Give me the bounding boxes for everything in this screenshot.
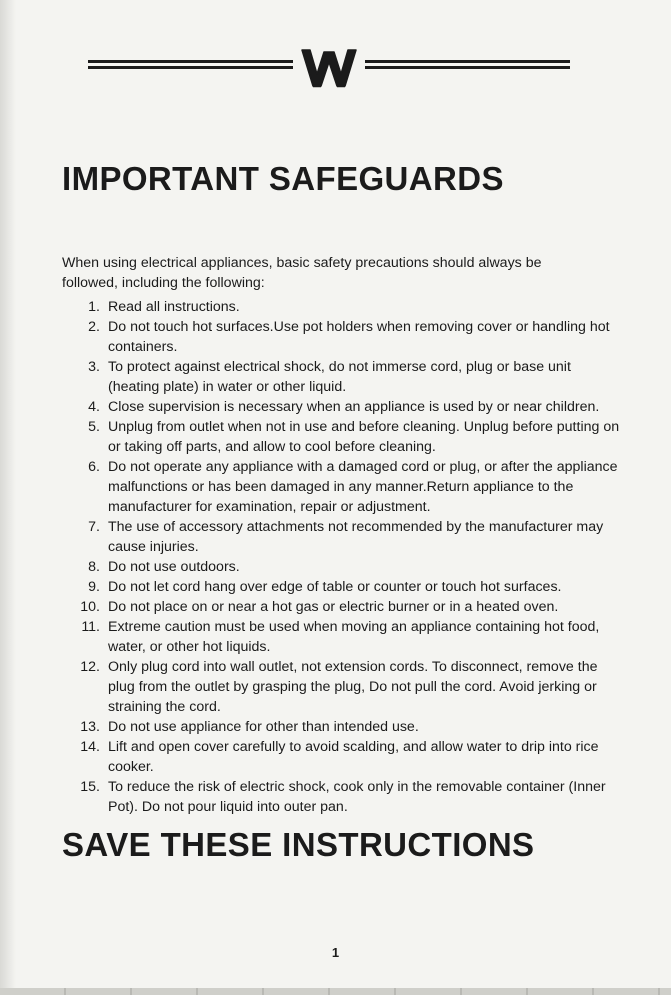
item-text: Do not touch hot surfaces.Use pot holders when removing cover or handling hot containers. [108, 319, 610, 355]
item-number: 10. [80, 599, 100, 615]
item-number: 3. [88, 359, 100, 375]
item-text: Extreme caution must be used when moving an appliance containing hot food, water, or other hot liquids. [108, 619, 600, 655]
list-item [62, 577, 622, 597]
rule-line [88, 66, 293, 69]
list-item [62, 617, 622, 657]
item-number: 11. [81, 619, 100, 635]
save-instructions-heading: SAVE THESE INSTRUCTIONS [62, 826, 535, 863]
list-item [62, 557, 622, 577]
item-text: Do not let cord hang over edge of table or counter or touch hot surfaces. [108, 579, 562, 595]
page-title: IMPORTANT SAFEGUARDS [62, 160, 504, 197]
item-text: Only plug cord into wall outlet, not extension cords. To disconnect, remove the plug from the outlet by grasping the plug, Do not pull the cord. Avoid jerking or straining the cord. [108, 659, 598, 715]
list-item [62, 597, 622, 617]
item-number: 4. [88, 399, 100, 415]
item-number: 8. [88, 559, 100, 575]
item-number: 7. [88, 519, 100, 535]
w-logo-icon [299, 46, 359, 90]
page-edge-shadow [0, 0, 16, 995]
item-number: 6. [88, 459, 100, 475]
page-number: 1 [331, 945, 340, 960]
list-item [62, 657, 622, 717]
item-text: Do not use outdoors. [108, 559, 240, 575]
list-item [62, 457, 622, 517]
item-text: Lift and open cover carefully to avoid scalding, and allow water to drip into rice cooker. [108, 739, 599, 775]
item-number: 1. [88, 299, 100, 315]
item-text: Unplug from outlet when not in use and before cleaning. Unplug before putting on or taking off parts, and allow to cool before cleaning. [108, 419, 620, 455]
item-text: Do not operate any appliance with a damaged cord or plug, or after the appliance malfunctions or has been damaged in any manner.Return appliance to the manufacturer for examination, repair or adjustment. [108, 459, 618, 515]
item-text: To protect against electrical shock, do not immerse cord, plug or base unit (heating plate) in water or other liquid. [108, 359, 571, 395]
item-text: Read all instructions. [108, 299, 240, 315]
list-item [62, 397, 622, 417]
page-bottom-edge [0, 988, 671, 995]
header-logo-rule [88, 46, 570, 90]
item-text: The use of accessory attachments not recommended by the manufacturer may cause injuries. [108, 519, 604, 555]
list-item [62, 737, 622, 777]
item-text: Close supervision is necessary when an appliance is used by or near children. [108, 399, 600, 415]
list-item [62, 357, 622, 397]
list-item [62, 317, 622, 357]
intro-paragraph: When using electrical appliances, basic safety precautions should always be followed, including the following: [62, 255, 542, 291]
item-number: 14. [80, 739, 100, 755]
rule-line [88, 60, 293, 63]
list-item [62, 517, 622, 557]
item-number: 12. [80, 659, 100, 675]
item-number: 5. [88, 419, 100, 435]
list-item [62, 417, 622, 457]
safeguards-list [62, 297, 622, 817]
list-item [62, 297, 622, 317]
item-number: 9. [88, 579, 100, 595]
item-number: 15. [80, 779, 100, 795]
item-text: Do not place on or near a hot gas or electric burner or in a heated oven. [108, 599, 559, 615]
rule-line [365, 60, 570, 63]
item-number: 2. [88, 319, 100, 335]
rule-line [365, 66, 570, 69]
list-item [62, 777, 622, 817]
item-number: 13. [80, 719, 100, 735]
list-item [62, 717, 622, 737]
item-text: To reduce the risk of electric shock, cook only in the removable container (Inner Pot). Do not pour liquid into outer pan. [108, 779, 606, 815]
item-text: Do not use appliance for other than intended use. [108, 719, 419, 735]
